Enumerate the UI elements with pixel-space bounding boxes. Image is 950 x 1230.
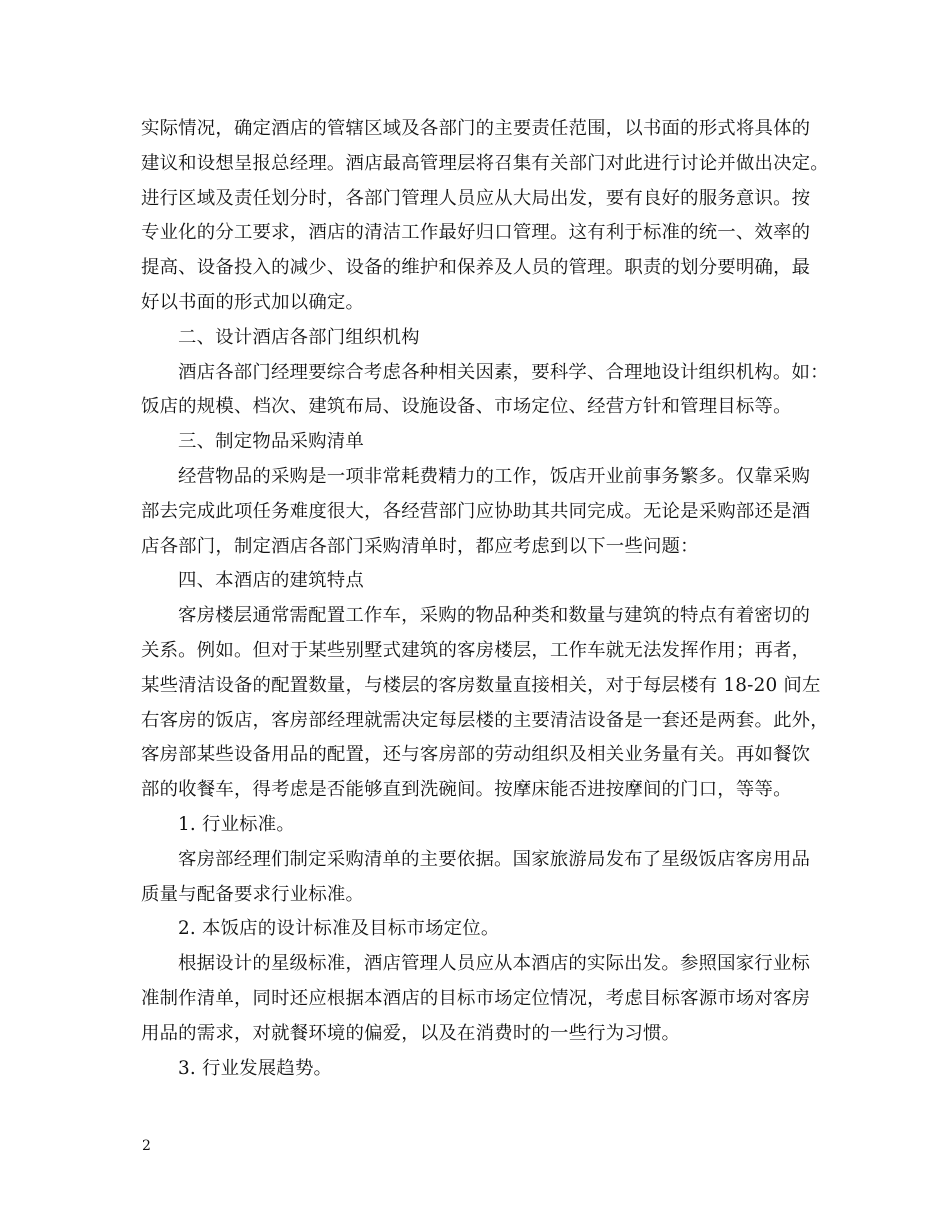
text-line-18: 右客房的饭店，客房部经理就需决定每层楼的主要清洁设备是一套还是两套。此外， bbox=[141, 709, 829, 731]
section-heading-4: 四、本酒店的建筑特点 bbox=[178, 570, 364, 592]
text-line-2: 建议和设想呈报总经理。酒店最高管理层将召集有关部门对此进行讨论并做出决定。 bbox=[141, 152, 829, 174]
text-line-5: 提高、设备投入的减少、设备的维护和保养及人员的管理。职责的划分要明确，最 bbox=[141, 257, 811, 279]
text-line-13: 店各部门，制定酒店各部门采购清单时，都应考虑到以下一些问题： bbox=[141, 535, 699, 557]
text-line-4: 专业化的分工要求，酒店的清洁工作最好归口管理。这有利于标准的统一、效率的 bbox=[141, 222, 811, 244]
text-line-8: 酒店各部门经理要综合考虑各种相关因素，要科学、合理地设计组织机构。如： bbox=[178, 361, 829, 383]
text-line-19: 客房部某些设备用品的配置，还与客房部的劳动组织及相关业务量有关。再如餐饮 bbox=[141, 744, 811, 766]
text-line-9: 饭店的规模、档次、建筑布局、设施设备、市场定位、经营方针和管理目标等。 bbox=[141, 396, 792, 418]
text-line-26: 准制作清单，同时还应根据本酒店的目标市场定位情况，考虑目标客源市场对客房 bbox=[141, 987, 811, 1009]
page-number: 2 bbox=[142, 1138, 151, 1154]
document-body bbox=[141, 112, 829, 1086]
text-line-22: 客房部经理们制定采购清单的主要依据。国家旅游局发布了星级饭店客房用品 bbox=[178, 848, 811, 870]
section-heading-2: 二、设计酒店各部门组织机构 bbox=[178, 326, 420, 348]
section-heading-3: 三、制定物品采购清单 bbox=[178, 431, 364, 453]
text-line-27: 用品的需求，对就餐环境的偏爱，以及在消费时的一些行为习惯。 bbox=[141, 1022, 681, 1044]
text-line-11: 经营物品的采购是一项非常耗费精力的工作，饭店开业前事务繁多。仅靠采购 bbox=[178, 465, 811, 487]
text-line-17: 某些清洁设备的配置数量，与楼层的客房数量直接相关，对于每层楼有 18-20 间左 bbox=[141, 674, 821, 696]
subheading-2: 2. 本饭店的设计标准及目标市场定位。 bbox=[178, 918, 500, 940]
text-line-1: 实际情况，确定酒店的管辖区域及各部门的主要责任范围，以书面的形式将具体的 bbox=[141, 118, 811, 139]
text-block bbox=[141, 112, 829, 1086]
text-line-23: 质量与配备要求行业标准。 bbox=[141, 883, 365, 905]
text-line-25: 根据设计的星级标准，酒店管理人员应从本酒店的实际出发。参照国家行业标 bbox=[178, 953, 811, 975]
text-line-12: 部去完成此项任务难度很大，各经营部门应协助其共同完成。无论是采购部还是酒 bbox=[141, 500, 811, 522]
text-line-20: 部的收餐车，得考虑是否能够直到洗碗间。按摩床能否进按摩间的门口，等等。 bbox=[141, 779, 792, 801]
text-line-16: 关系。例如。但对于某些别墅式建筑的客房楼层，工作车就无法发挥作用；再者， bbox=[141, 639, 811, 661]
text-line-15: 客房楼层通常需配置工作车，采购的物品种类和数量与建筑的特点有着密切的 bbox=[178, 605, 811, 627]
subheading-3: 3. 行业发展趋势。 bbox=[178, 1057, 333, 1079]
subheading-1: 1. 行业标准。 bbox=[178, 813, 295, 835]
text-line-3: 进行区域及责任划分时，各部门管理人员应从大局出发，要有良好的服务意识。按 bbox=[141, 187, 811, 209]
text-line-6: 好以书面的形式加以确定。 bbox=[141, 291, 365, 313]
